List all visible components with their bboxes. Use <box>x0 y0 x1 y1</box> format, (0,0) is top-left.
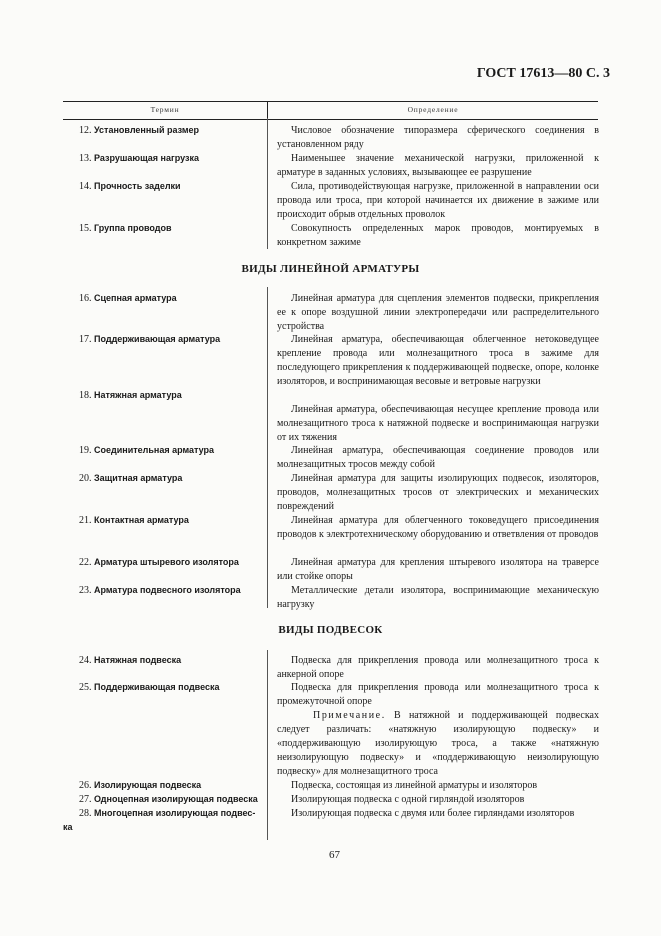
definition-16: Линейная арматура для сцепления элементов подвески, прикрепления ее к опоре воздушной линии электропередачи или распределительного устройства <box>277 293 599 332</box>
table-header <box>63 101 598 120</box>
definition-19: Линейная арматура, обеспечивающая соединение проводов или молнезащитных тросов между собой <box>277 445 599 470</box>
definition-18: Линейная арматура, обеспечивающая несущее крепление провода или молнезащитного троса к натяжной подвеске и воспринимающая нагрузки от их тяжения <box>277 404 599 443</box>
definition-21: Линейная арматура для облегченного токоведущего присоединения проводов к электротехническому оборудованию и ответвления от проводов <box>277 515 599 540</box>
term-15: 15. Группа проводов <box>79 223 172 234</box>
term-18: 18. Натяжная арматура <box>79 390 182 401</box>
term-28: 28. Многоцепная изолирующая подвес- <box>79 808 256 819</box>
term-19: 19. Соединительная арматура <box>79 445 215 456</box>
definition-14: Сила, противодействующая нагрузке, приложенной в направлении оси провода или троса, при которой начинается их движение в зажиме или происходит обрыв отдельных проволок <box>277 181 599 220</box>
definition-26: Подвеска, состоящая из линейной арматуры и изоляторов <box>291 780 538 791</box>
note-lead: Примечание. <box>313 710 386 721</box>
term-14: 14. Прочность заделки <box>79 181 181 192</box>
definition-28: Изолирующая подвеска с двумя или более гирляндами изоляторов <box>291 808 575 819</box>
term-23: 23. Арматура подвесного изолятора <box>79 585 241 596</box>
term-12: 12. Установленный размер <box>79 125 200 136</box>
definition-12: Числовое обозначение типоразмера сферического соединения в установленном ряду <box>277 125 599 150</box>
note <box>277 709 599 779</box>
term-17: 17. Поддерживающая арматура <box>79 334 221 345</box>
definition-25: Подвеска для прикрепления провода или молнезащитного троса к промежуточной опоре <box>277 682 599 707</box>
note-text: В натяжной и поддерживающей подвесках следует различать: «натяжную изолирующую подвеску» и «поддерживающую изолирующую троса, а также «натяжную неизолирующую подвеску» и «поддерживающую неизолирующую подвеску» для молнезащитного троса <box>277 710 599 777</box>
term-28-continuation: ка <box>63 822 73 832</box>
term-26: 26. Изолирующая подвеска <box>79 780 202 791</box>
section-title-suspensions: ВИДЫ ПОДВЕСОК <box>278 624 383 636</box>
definition-15: Совокупность определенных марок проводов, монтируемых в конкретном зажиме <box>277 223 599 248</box>
term-13: 13. Разрушающая нагрузка <box>79 153 199 164</box>
definition-27: Изолирующая подвеска с одной гирляндой изоляторов <box>291 794 525 805</box>
definition-22: Линейная арматура для крепления штыревого изолятора на траверсе или стойке опоры <box>277 557 599 582</box>
definition-24: Подвеска для прикрепления провода или молнезащитного троса к анкерной опоре <box>277 655 599 680</box>
term-21: 21. Контактная арматура <box>79 515 189 526</box>
column-header-terms: Термин <box>150 105 180 114</box>
term-22: 22. Арматура штыревого изолятора <box>79 557 239 568</box>
term-24: 24. Натяжная подвеска <box>79 655 182 666</box>
column-header-definition: Определение <box>267 102 598 119</box>
definition-23: Металлические детали изолятора, воспринимающие механическую нагрузку <box>277 585 599 610</box>
term-27: 27. Одноцепная изолирующая подвеска <box>79 794 258 805</box>
term-16: 16. Сцепная арматура <box>79 293 177 304</box>
definition-17: Линейная арматура, обеспечивающая облегченное нетоковедущее крепление провода или молнезащитного троса в зажиме для последующего прикрепления к поддерживающей подвеске, опоре, колонке изоляторов, и воспринимающая весовые и ветровые нагрузки <box>277 334 599 387</box>
definition-13: Наименьшее значение механической нагрузки, приложенной к арматуре в заданных условиях, вызывающее ее разрушение <box>277 153 599 178</box>
page-number: 67 <box>329 849 340 861</box>
column-divider <box>267 650 268 840</box>
section-title-linear-fittings: ВИДЫ ЛИНЕЙНОЙ АРМАТУРЫ <box>241 263 420 275</box>
standard-header: ГОСТ 17613—80 С. 3 <box>476 66 610 81</box>
column-divider <box>267 287 268 608</box>
column-divider <box>267 118 268 249</box>
term-25: 25. Поддерживающая подвеска <box>79 682 220 693</box>
definition-20: Линейная арматура для защиты изолирующих подвесок, изоляторов, проводов, молнезащитных тросов от электрических и механических повреждений <box>277 473 599 512</box>
term-20: 20. Защитная арматура <box>79 473 183 484</box>
